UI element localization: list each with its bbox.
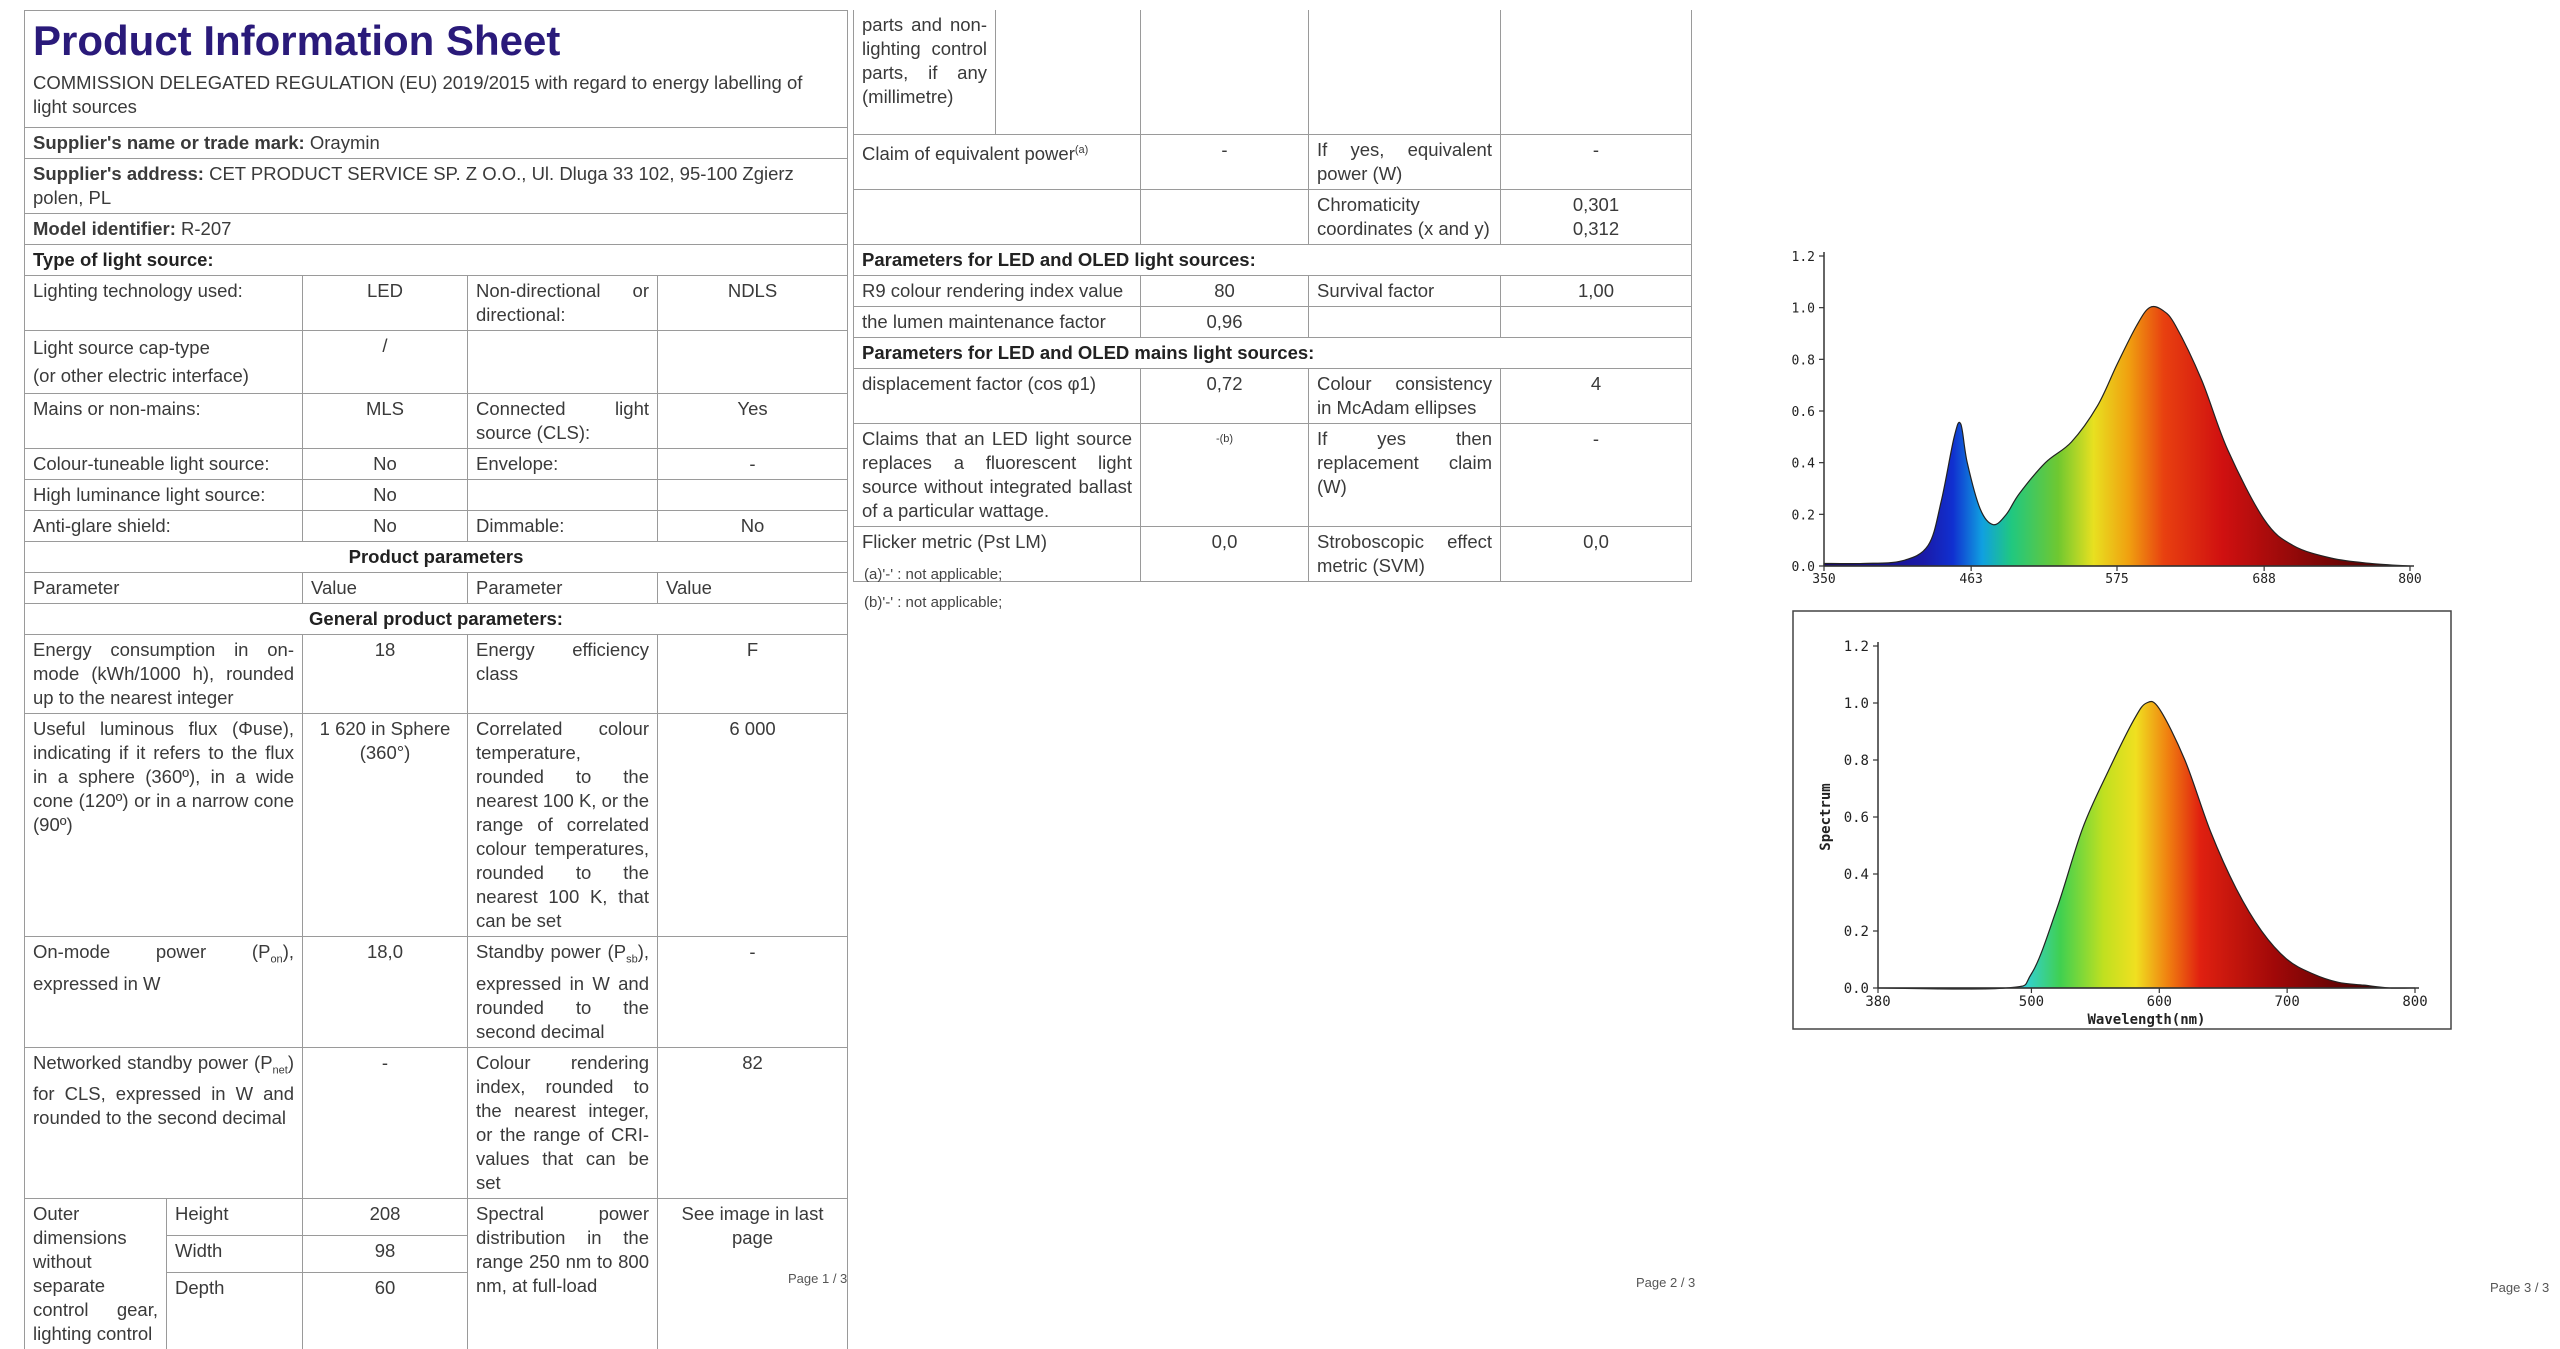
- height-label: Height: [167, 1198, 303, 1235]
- fluor-value: -(b): [1141, 423, 1309, 526]
- replace-value: -: [1501, 423, 1692, 526]
- chart-2-x-tick-label: 800: [2402, 994, 2428, 1010]
- height-value: 208: [303, 1198, 468, 1235]
- chart-1-y-tick-label: 0.6: [1791, 405, 1815, 420]
- chart-1-y-tick-label: 1.2: [1791, 250, 1815, 265]
- cap-type-label: Light source cap-type: [33, 337, 210, 358]
- equiv-claim-value: -: [1141, 134, 1309, 189]
- tuneable-value: No: [303, 449, 468, 480]
- product-info-table-page2: [853, 10, 1692, 582]
- standby-label: Standby power $(P_{sb})$, expressed in W and rounded to the second decimal: [468, 937, 658, 1048]
- cont-label: parts and non-lighting control parts, if any (millimetre): [854, 10, 996, 134]
- col-parameter-2: Parameter: [468, 573, 658, 604]
- equiv-power-value: -: [1501, 134, 1692, 189]
- netstandby-value: -: [303, 1047, 468, 1198]
- cct-value: 6 000: [658, 714, 848, 937]
- chart-1-y-tick-label: 0.0: [1791, 560, 1815, 575]
- supplier-value: Oraymin: [309, 132, 380, 153]
- note-a: (a)'-' : not applicable;: [864, 566, 1003, 583]
- r9-label: R9 colour rendering index value: [854, 275, 1141, 306]
- chart-2-y-label: Spectrum: [1818, 783, 1834, 851]
- envelope-value: -: [658, 449, 848, 480]
- envelope-label: Envelope:: [468, 449, 658, 480]
- page-1: [24, 10, 847, 1349]
- cls-value: Yes: [658, 394, 848, 449]
- nondirectional-label: Non-directional or directional:: [468, 276, 658, 331]
- lumen-value: 0,96: [1141, 306, 1309, 337]
- tuneable-label: Colour-tuneable light source:: [25, 449, 303, 480]
- antiglare-label: Anti-glare shield:: [25, 511, 303, 542]
- disp-value: 0,72: [1141, 368, 1309, 423]
- supplier-label: Supplier's name or trade mark:: [33, 132, 305, 153]
- high-lum-value: No: [303, 480, 468, 511]
- lighting-tech-label: Lighting technology used:: [25, 276, 303, 331]
- lumen-label: the lumen maintenance factor: [854, 306, 1141, 337]
- flicker-label: Flicker metric (Pst LM): [854, 526, 1141, 581]
- width-value: 98: [303, 1235, 468, 1272]
- chart-1-y-tick-label: 0.4: [1791, 456, 1815, 472]
- spd-label: Spectral power distribution in the range 250 nm to 800 nm, at full-load: [468, 1198, 658, 1349]
- col-value: Value: [303, 573, 468, 604]
- spectrum-1-area: [1824, 307, 2410, 566]
- eff-class-label: Energy efficiency class: [468, 635, 658, 714]
- page-title: Product Information Sheet: [33, 17, 561, 64]
- flux-label: Useful luminous flux (Φuse), indicating if it refers to the flux in a sphere (360º), in a wide cone (120º) or in a narrow cone (90º): [25, 714, 303, 937]
- col-parameter: Parameter: [25, 573, 303, 604]
- chart-1-x-tick-label: 688: [2252, 572, 2276, 587]
- note-b: (b)'-' : not applicable;: [864, 594, 1003, 611]
- strobo-value: 0,0: [1501, 526, 1692, 581]
- onmode-value: 18,0: [303, 937, 468, 1048]
- chart-2-x-tick-label: 600: [2146, 994, 2172, 1010]
- product-params-header: Product parameters: [25, 542, 848, 573]
- disp-label: displacement factor (cos φ1): [854, 368, 1141, 423]
- address-value: CET PRODUCT SERVICE SP. Z O.O., Ul. Dluga 33 102, 95-100 Zgierz polen, PL: [33, 163, 794, 208]
- chroma-value: 0,301 0,312: [1501, 189, 1692, 244]
- equiv-power-label: If yes, equivalent power (W): [1309, 134, 1501, 189]
- nondirectional-value: NDLS: [658, 276, 848, 331]
- page-2-footer: Page 2 / 3: [1636, 1275, 1696, 1290]
- survival-label: Survival factor: [1309, 275, 1501, 306]
- page-1-footer: Page 1 / 3: [788, 1271, 848, 1286]
- mains-header: Parameters for LED and OLED mains light sources:: [854, 337, 1692, 368]
- r9-value: 80: [1141, 275, 1309, 306]
- energy-label: Energy consumption in on-mode (kWh/1000 h), rounded up to the nearest integer: [25, 635, 303, 714]
- chart-1-x-tick-label: 575: [2105, 572, 2129, 587]
- cap-type-label-2: (or other electric interface): [33, 365, 249, 386]
- high-lum-label: High luminance light source:: [25, 480, 303, 511]
- survival-value: 1,00: [1501, 275, 1692, 306]
- replace-label: If yes then replacement claim (W): [1309, 423, 1501, 526]
- chart-1-y-tick-label: 0.8: [1791, 353, 1815, 369]
- chart-2-y-tick-label: 0.8: [1843, 753, 1869, 769]
- mcadam-value: 4: [1501, 368, 1692, 423]
- chart-1-y-tick-label: 1.0: [1791, 301, 1815, 317]
- netstandby-label: Networked standby power $(P_{net})$ for CLS, expressed in W and rounded to the second decimal: [25, 1047, 303, 1198]
- chart-2-y-tick-label: 0.0: [1843, 981, 1869, 997]
- depth-label: Depth: [167, 1272, 303, 1348]
- mains-value: MLS: [303, 394, 468, 449]
- flicker-value: 0,0: [1141, 526, 1309, 581]
- chart-1-y-tick-label: 0.2: [1791, 508, 1815, 524]
- general-params-header: General product parameters:: [25, 604, 848, 635]
- mcadam-label: Colour consistency in McAdam ellipses: [1309, 368, 1501, 423]
- antiglare-value: No: [303, 511, 468, 542]
- cap-type-value: /: [303, 331, 468, 394]
- address-label: Supplier's address:: [33, 163, 204, 184]
- led-header: Parameters for LED and OLED light sources:: [854, 244, 1692, 275]
- strobo-label: Stroboscopic effect metric (SVM): [1309, 526, 1501, 581]
- page-3-footer: Page 3 / 3: [2490, 1280, 2550, 1295]
- col-value-2: Value: [658, 573, 848, 604]
- chart-2-x-tick-label: 380: [1865, 994, 1891, 1010]
- standby-value: -: [658, 937, 848, 1048]
- model-label: Model identifier:: [33, 218, 176, 239]
- chart-1-x-tick-label: 350: [1812, 572, 1836, 587]
- cls-label: Connected light source (CLS):: [468, 394, 658, 449]
- dimmable-value: No: [658, 511, 848, 542]
- chart-2-y-tick-label: 0.4: [1843, 867, 1869, 883]
- chart-2-y-tick-label: 1.2: [1843, 639, 1869, 655]
- chart-2-x-label: Wavelength(nm): [2087, 1012, 2206, 1028]
- dimmable-label: Dimmable:: [468, 511, 658, 542]
- chart-2-x-tick-label: 700: [2274, 994, 2300, 1010]
- cct-label: Correlated colour temperature, rounded to the nearest 100 K, or the range of correlated colour temperatures, rounded to the nearest 100 K, that can be set: [468, 714, 658, 937]
- regulation-text: COMMISSION DELEGATED REGULATION (EU) 2019/2015 with regard to energy labelling of light sources: [33, 72, 803, 117]
- outer-dim-label: Outer dimensions without separate control gear, lighting control: [25, 1198, 167, 1349]
- mains-label: Mains or non-mains:: [25, 394, 303, 449]
- eff-class-value: F: [658, 635, 848, 714]
- depth-value: 60: [303, 1272, 468, 1348]
- cri-label: Colour rendering index, rounded to the nearest integer, or the range of CRI-values that can be set: [468, 1047, 658, 1198]
- lighting-tech-value: LED: [303, 276, 468, 331]
- spectrum-2-area: [1878, 701, 2415, 989]
- fluor-label: Claims that an LED light source replaces a fluorescent light source without integrated ballast of a particular wattage.: [854, 423, 1141, 526]
- spd-value: See image in last page: [658, 1198, 848, 1349]
- chart-1-x-tick-label: 463: [1959, 572, 1983, 587]
- type-header: Type of light source:: [25, 245, 848, 276]
- chart-2-y-tick-label: 0.6: [1843, 810, 1869, 826]
- flux-value: 1 620 in Sphere (360°): [303, 714, 468, 937]
- chart-1-x-tick-label: 800: [2398, 572, 2422, 587]
- chart-2-y-tick-label: 1.0: [1843, 696, 1869, 712]
- energy-value: 18: [303, 635, 468, 714]
- cri-value: 82: [658, 1047, 848, 1198]
- spectrum-chart-1: [1780, 236, 2500, 596]
- chart-2-y-tick-label: 0.2: [1843, 924, 1869, 940]
- width-label: Width: [167, 1235, 303, 1272]
- equiv-claim-label: Claim of equivalent power$^{(a)}$: [854, 134, 1141, 189]
- chroma-label: Chromaticity coordinates (x and y): [1309, 189, 1501, 244]
- page-2: [853, 10, 1691, 582]
- onmode-label: On-mode power $(P_{on})$, expressed in W: [25, 937, 303, 1048]
- chart-2-x-tick-label: 500: [2018, 994, 2045, 1010]
- model-value: R-207: [181, 218, 232, 239]
- product-info-table-page1: [24, 10, 848, 1349]
- spectrum-chart-2: [1792, 610, 2452, 1030]
